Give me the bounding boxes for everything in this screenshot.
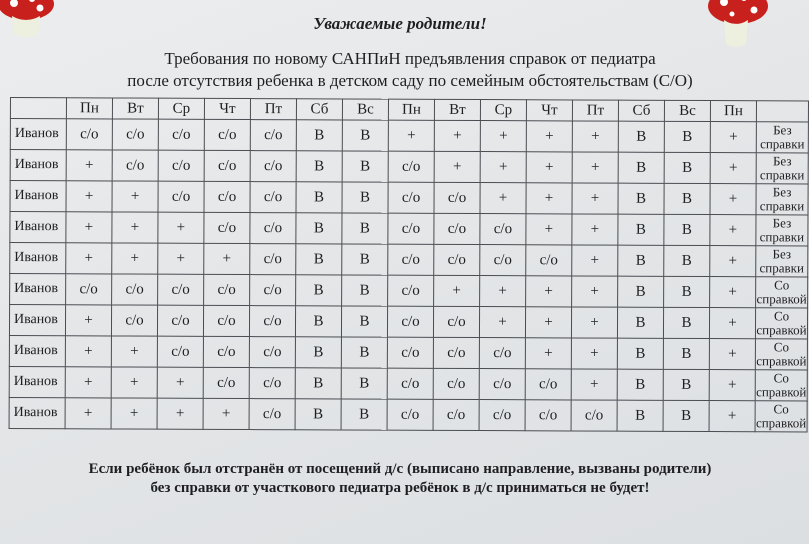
attendance-cell: + (65, 305, 111, 336)
day-header: Вт (434, 99, 480, 120)
attendance-cell: + (709, 339, 755, 370)
table-row (9, 366, 807, 400)
attendance-cell: В (296, 213, 342, 244)
attendance-cell: с/о (203, 336, 249, 367)
attendance-cell: + (525, 307, 571, 338)
attendance-cell: + (710, 277, 756, 308)
attendance-cell: с/о (434, 182, 480, 213)
attendance-cell: с/о (250, 213, 296, 244)
table-row (9, 397, 807, 431)
certificate-note-cell: Со справкой (756, 308, 807, 338)
attendance-cell: + (710, 122, 756, 153)
child-name-cell: Иванов (10, 212, 66, 243)
day-header: Сб (618, 100, 664, 121)
attendance-cell: В (664, 121, 710, 152)
attendance-cell: с/о (250, 275, 296, 306)
attendance-cell: В (618, 245, 664, 276)
day-header: Вс (342, 99, 388, 120)
child-name-cell: Иванов (9, 397, 65, 428)
certificate-note-cell: Без справки (756, 184, 808, 215)
attendance-cell: + (526, 152, 572, 183)
attendance-cell: с/о (112, 150, 158, 181)
attendance-cell: В (341, 368, 387, 399)
attendance-cell: + (709, 370, 755, 401)
attendance-cell: В (664, 245, 710, 276)
attendance-cell: В (618, 276, 664, 307)
attendance-cell: с/о (434, 213, 480, 244)
attendance-cell: В (296, 120, 342, 151)
certificate-note-cell: Со справкой (756, 277, 807, 307)
attendance-cell: с/о (203, 367, 249, 398)
day-header: Пн (66, 98, 112, 119)
table-row (10, 181, 808, 215)
attendance-cell: с/о (158, 181, 204, 212)
attendance-cell: с/о (158, 119, 204, 150)
attendance-cell: + (112, 181, 158, 212)
attendance-cell: с/о (433, 337, 479, 368)
attendance-cell: с/о (433, 306, 479, 337)
day-header: Пн (710, 101, 756, 122)
attendance-cell: В (296, 275, 342, 306)
certificate-note-cell: Без справки (756, 246, 808, 277)
day-header: Пт (250, 99, 296, 120)
attendance-cell: В (342, 244, 388, 275)
attendance-cell: В (342, 120, 388, 151)
footer-warning-line-1: Если ребёнок был отстранён от посещений д/с (выписано направление, вызваны родители) (88, 461, 712, 477)
attendance-cell: с/о (204, 150, 250, 181)
attendance-cell: В (342, 213, 388, 244)
attendance-cell: + (572, 152, 618, 183)
footer-warning-line-2: без справки от участкового педиатра ребёнок в д/с приниматься не будет! (150, 480, 650, 496)
attendance-cell: с/о (387, 337, 433, 368)
attendance-cell: В (664, 152, 710, 183)
attendance-cell: + (112, 243, 158, 274)
attendance-cell: В (341, 306, 387, 337)
table-row (10, 150, 808, 184)
attendance-cell: с/о (250, 151, 296, 182)
attendance-cell: с/о (479, 400, 525, 431)
day-header: Вт (112, 98, 158, 119)
day-header: Ср (158, 98, 204, 119)
attendance-cell: В (342, 182, 388, 213)
attendance-cell: + (157, 367, 203, 398)
certificate-note-cell: Со справкой (756, 339, 807, 369)
attendance-cell: с/о (157, 336, 203, 367)
child-name-cell: Иванов (10, 119, 66, 150)
attendance-cell: с/о (158, 274, 204, 305)
notice-subtitle-line-1: Требования по новому САНПиН предъявления справок от педиатра (164, 49, 656, 68)
attendance-cell: + (434, 275, 480, 306)
attendance-cell: + (480, 152, 526, 183)
attendance-cell: В (663, 338, 709, 369)
attendance-cell: + (479, 307, 525, 338)
attendance-cell: + (480, 121, 526, 152)
attendance-cell: + (526, 214, 572, 245)
attendance-cell: с/о (388, 151, 434, 182)
attendance-cell: В (295, 306, 341, 337)
attendance-cell: В (296, 151, 342, 182)
attendance-cell: с/о (250, 120, 296, 151)
day-header: Чт (204, 98, 250, 119)
attendance-cell: с/о (479, 338, 525, 369)
table-row (10, 119, 808, 153)
attendance-cell: + (709, 308, 755, 339)
attendance-cell: + (158, 212, 204, 243)
attendance-cell: с/о (204, 181, 250, 212)
child-name-cell: Иванов (10, 274, 66, 305)
certificate-note-cell: Со справкой (756, 370, 807, 400)
child-name-cell: Иванов (9, 335, 65, 366)
attendance-cell: с/о (249, 368, 295, 399)
attendance-cell: + (571, 369, 617, 400)
attendance-cell: с/о (204, 274, 250, 305)
attendance-cell: + (434, 151, 480, 182)
attendance-cell: с/о (387, 368, 433, 399)
day-header: Ср (480, 100, 526, 121)
table-row (10, 274, 808, 308)
attendance-cell: В (618, 183, 664, 214)
attendance-cell: + (480, 183, 526, 214)
attendance-cell: с/о (480, 245, 526, 276)
day-header: Пт (572, 100, 618, 121)
attendance-cell: + (710, 184, 756, 215)
attendance-cell: + (710, 153, 756, 184)
attendance-cell: + (66, 243, 112, 274)
attendance-cell: + (112, 212, 158, 243)
attendance-cell: + (66, 181, 112, 212)
attendance-cell: с/о (158, 150, 204, 181)
attendance-cell: В (663, 307, 709, 338)
attendance-cell: В (618, 214, 664, 245)
attendance-cell: + (572, 121, 618, 152)
attendance-cell: с/о (388, 182, 434, 213)
attendance-cell: + (65, 367, 111, 398)
attendance-cell: + (526, 183, 572, 214)
attendance-cell: + (572, 245, 618, 276)
certificate-note-cell: Без справки (756, 215, 808, 246)
attendance-cell: В (341, 399, 387, 430)
attendance-cell: с/о (249, 399, 295, 430)
attendance-cell: + (157, 398, 203, 429)
child-name-cell: Иванов (10, 181, 66, 212)
attendance-cell: с/о (571, 400, 617, 431)
day-header: Чт (526, 100, 572, 121)
attendance-cell: с/о (525, 369, 571, 400)
attendance-cell: + (572, 276, 618, 307)
day-header: Вс (664, 100, 710, 121)
attendance-cell: + (204, 243, 250, 274)
attendance-cell: с/о (250, 244, 296, 275)
attendance-cell: с/о (66, 119, 112, 150)
attendance-cell: с/о (249, 306, 295, 337)
day-header: Сб (296, 99, 342, 120)
attendance-cell: В (664, 276, 710, 307)
certificate-note-cell: Без справки (756, 122, 808, 153)
attendance-cell: В (342, 151, 388, 182)
attendance-cell: с/о (526, 245, 572, 276)
header-corner-cell (10, 98, 66, 119)
attendance-cell: с/о (434, 244, 480, 275)
attendance-cell: В (617, 307, 663, 338)
attendance-cell: + (434, 120, 480, 151)
attendance-cell: с/о (249, 337, 295, 368)
attendance-cell: + (111, 398, 157, 429)
attendance-cell: + (111, 367, 157, 398)
certificate-note-cell: Со справкой (755, 401, 807, 431)
attendance-cell: с/о (525, 400, 571, 431)
attendance-cell: с/о (112, 119, 158, 150)
attendance-cell: с/о (479, 369, 525, 400)
attendance-cell: В (617, 338, 663, 369)
attendance-cell: с/о (480, 214, 526, 245)
attendance-cell: + (571, 307, 617, 338)
attendance-cell: с/о (250, 182, 296, 213)
attendance-cell: с/о (388, 213, 434, 244)
attendance-cell: + (66, 212, 112, 243)
attendance-cell: + (480, 276, 526, 307)
day-header: Пн (388, 99, 434, 120)
attendance-cell: В (663, 400, 709, 431)
attendance-cell: В (664, 214, 710, 245)
child-name-cell: Иванов (9, 366, 65, 397)
attendance-cell: В (663, 369, 709, 400)
attendance-cell: + (158, 243, 204, 274)
attendance-cell: + (203, 398, 249, 429)
notice-subtitle-line-2: после отсутствия ребенка в детском саду по семейным обстоятельствам (С/О) (127, 71, 693, 90)
attendance-cell: В (617, 369, 663, 400)
attendance-cell: с/о (388, 275, 434, 306)
attendance-cell: с/о (111, 305, 157, 336)
notice-heading: Уважаемые родители! (313, 14, 487, 33)
attendance-cell: В (617, 400, 663, 431)
attendance-cell: с/о (387, 399, 433, 430)
attendance-cell: + (572, 183, 618, 214)
attendance-cell: В (342, 275, 388, 306)
child-name-cell: Иванов (10, 243, 66, 274)
attendance-cell: В (341, 337, 387, 368)
attendance-cell: + (571, 338, 617, 369)
attendance-cell: + (709, 401, 755, 432)
table-row (9, 335, 807, 369)
attendance-cell: с/о (66, 274, 112, 305)
attendance-cell: с/о (388, 244, 434, 275)
attendance-cell: + (66, 150, 112, 181)
attendance-cell: В (295, 399, 341, 430)
attendance-cell: с/о (387, 306, 433, 337)
attendance-cell: + (388, 120, 434, 151)
attendance-cell: + (525, 338, 571, 369)
attendance-cell: + (65, 336, 111, 367)
attendance-table (9, 97, 809, 432)
attendance-cell: В (295, 368, 341, 399)
child-name-cell: Иванов (10, 150, 66, 181)
note-header-cell (756, 101, 808, 122)
attendance-cell: + (572, 214, 618, 245)
attendance-cell: В (296, 182, 342, 213)
attendance-cell: с/о (203, 305, 249, 336)
attendance-cell: с/о (204, 119, 250, 150)
attendance-cell: В (295, 337, 341, 368)
child-name-cell: Иванов (9, 305, 65, 336)
attendance-cell: + (710, 246, 756, 277)
attendance-cell: + (710, 215, 756, 246)
certificate-note-cell: Без справки (756, 153, 808, 184)
table-row (10, 212, 808, 246)
attendance-cell: + (526, 276, 572, 307)
attendance-cell: + (65, 398, 111, 429)
attendance-cell: + (111, 336, 157, 367)
attendance-cell: В (296, 244, 342, 275)
attendance-cell: с/о (433, 368, 479, 399)
attendance-cell: с/о (204, 212, 250, 243)
attendance-cell: В (664, 183, 710, 214)
attendance-cell: с/о (112, 274, 158, 305)
attendance-cell: с/о (433, 399, 479, 430)
attendance-cell: В (618, 152, 664, 183)
table-row (10, 243, 808, 277)
attendance-cell: с/о (157, 305, 203, 336)
attendance-cell: В (618, 121, 664, 152)
attendance-cell: + (526, 121, 572, 152)
table-row (9, 305, 807, 339)
